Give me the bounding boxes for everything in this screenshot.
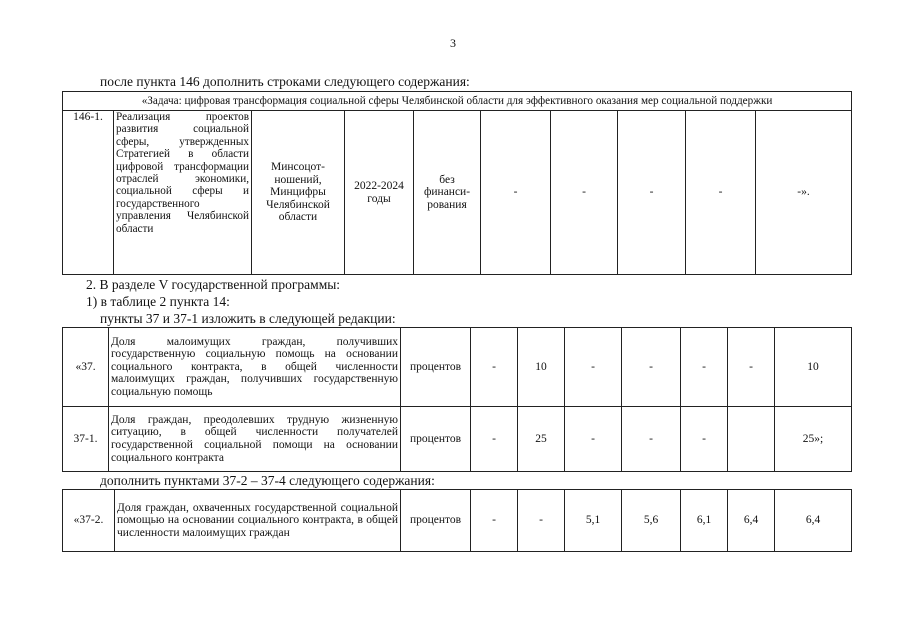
paragraph-table-2: 1) в таблице 2 пункта 14: (86, 294, 230, 309)
item-cell: - (481, 111, 551, 275)
paragraph-items-37-2: дополнить пунктами 37-2 – 37-4 следующего содержания: (100, 473, 435, 488)
value-cell: - (622, 328, 681, 407)
value-cell: - (681, 407, 728, 472)
table-row (63, 490, 852, 552)
paragraph-section-v: 2. В разделе V государственной программы: (86, 277, 341, 292)
item-period: 2022-2024 годы (345, 111, 414, 275)
table-row (63, 328, 852, 407)
item-number: 146-1. (63, 111, 114, 275)
value-cell: - (728, 328, 775, 407)
value-cell: 25»; (775, 407, 852, 472)
value-cell: 5,1 (565, 490, 622, 552)
item-financing: без финанси- рования (414, 111, 481, 275)
value-cell: - (565, 407, 622, 472)
indicator-name: Доля граждан, преодолевших трудную жизненную ситуацию, в общей численности получателей государственной социальной помощи на основании социального контракта (109, 407, 401, 472)
value-cell: 6,4 (728, 490, 775, 552)
indicator-name: Доля малоимущих граждан, получивших государственную социальную помощь на основании социального контракта, в общей численности малоимущих граждан, получивших государственную социальную помощь (109, 328, 401, 407)
item-cell: - (686, 111, 756, 275)
indicator-name: Доля граждан, охваченных государственной социальной помощью на основании социального контракта, в общей численности малоимущих граждан (115, 490, 401, 552)
value-cell: - (471, 407, 518, 472)
row-number: «37. (63, 328, 109, 407)
value-cell (728, 407, 775, 472)
value-cell: - (518, 490, 565, 552)
page-number: 3 (450, 36, 456, 50)
value-cell: - (681, 328, 728, 407)
item-cell: - (551, 111, 618, 275)
paragraph-after-item-146: после пункта 146 дополнить строками следующего содержания: (100, 74, 470, 89)
paragraph-items-37: пункты 37 и 37-1 изложить в следующей редакции: (100, 311, 396, 326)
value-cell: - (622, 407, 681, 472)
row-number: «37-2. (63, 490, 115, 552)
item-cell: - (618, 111, 686, 275)
value-cell: 6,1 (681, 490, 728, 552)
value-cell: 10 (518, 328, 565, 407)
task-row: «Задача: цифровая трансформация социальной сферы Челябинской области для эффективного оказания мер социальной поддержки (63, 92, 852, 111)
table-items-37 (62, 327, 852, 472)
item-executor: Минсоцот- ношений, Минцифры Челябинской области (252, 111, 345, 275)
unit: процентов (401, 490, 471, 552)
table-item-146-1 (62, 91, 852, 275)
value-cell: 5,6 (622, 490, 681, 552)
value-cell: 6,4 (775, 490, 852, 552)
item-cell: -». (756, 111, 852, 275)
value-cell: - (565, 328, 622, 407)
value-cell: - (471, 328, 518, 407)
value-cell: 25 (518, 407, 565, 472)
table-items-37-2 (62, 489, 852, 552)
value-cell: 10 (775, 328, 852, 407)
item-name: Реализация проектов развития социальной сферы, утвержденных Стратегией в области цифровой трансформации отраслей экономики, социальной сферы и государственного управления Челябинской области (114, 111, 252, 275)
unit: процентов (401, 328, 471, 407)
table-row (63, 407, 852, 472)
row-number: 37-1. (63, 407, 109, 472)
unit: процентов (401, 407, 471, 472)
value-cell: - (471, 490, 518, 552)
